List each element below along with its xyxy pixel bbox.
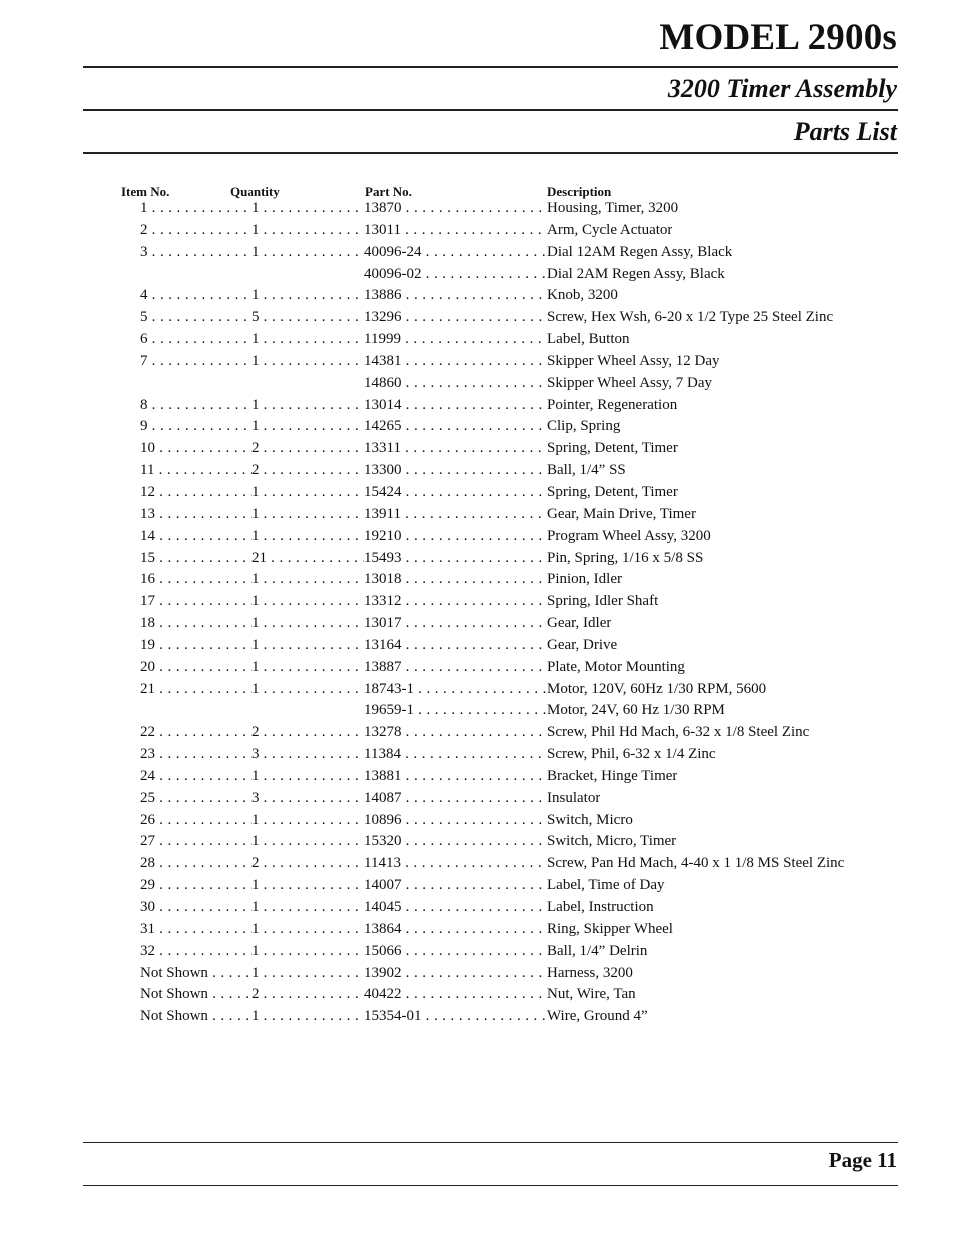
item-number-cell: 17 . . . (140, 591, 252, 613)
table-row (0, 569, 954, 591)
item-number-cell: 7 . . . (140, 351, 252, 373)
footer-divider (83, 1142, 898, 1143)
table-row (0, 766, 954, 788)
description-cell: Screw, Phil Hd Mach, 6-32 x 1/8 Steel Zinc (547, 724, 810, 741)
table-row (0, 264, 954, 286)
part-number-cell: 13018 . . . (364, 569, 547, 591)
quantity-cell: 1 . . . (252, 242, 364, 264)
item-number-cell: 22 . . . (140, 722, 252, 744)
quantity-cell: 1 . . . (252, 482, 364, 504)
table-row (0, 307, 954, 329)
table-row (0, 438, 954, 460)
table-row (0, 700, 954, 722)
part-number-cell: 11999 . . . (364, 329, 547, 351)
description-cell: Plate, Motor Mounting (547, 658, 685, 675)
item-number-cell: 26 . . . (140, 810, 252, 832)
item-number-cell: Not Shown . . . (140, 963, 252, 985)
table-row (0, 984, 954, 1006)
table-row (0, 416, 954, 438)
description-cell: Switch, Micro (547, 811, 633, 828)
quantity-cell: 1 . . . (252, 351, 364, 373)
table-row (0, 679, 954, 701)
item-number-cell: 5 . . . (140, 307, 252, 329)
quantity-cell: 1 . . . (252, 285, 364, 307)
description-cell: Program Wheel Assy, 3200 (547, 527, 711, 544)
table-row (0, 220, 954, 242)
quantity-cell: 1 . . . (252, 329, 364, 351)
description-cell: Pin, Spring, 1/16 x 5/8 SS (547, 549, 704, 566)
quantity-cell: 1 . . . (252, 416, 364, 438)
quantity-cell: 1 . . . (252, 657, 364, 679)
part-number-cell: 14007 . . . (364, 875, 547, 897)
part-number-cell: 15493 . . . (364, 548, 547, 570)
table-row (0, 198, 954, 220)
description-cell: Gear, Main Drive, Timer (547, 505, 696, 522)
part-number-cell: 13870 . . . (364, 198, 547, 220)
item-number-cell: 23 . . . (140, 744, 252, 766)
part-number-cell: 13902 . . . (364, 963, 547, 985)
part-number-cell: 13011 . . . (364, 220, 547, 242)
quantity-cell: 3 . . . (252, 788, 364, 810)
part-number-cell: 14860 . . . (364, 373, 547, 395)
part-number-cell: 13017 . . . (364, 613, 547, 635)
assembly-title: 3200 Timer Assembly (667, 74, 897, 103)
item-number-cell: 32 . . . (140, 941, 252, 963)
part-number-cell: 13911 . . . (364, 504, 547, 526)
header-divider (83, 66, 898, 68)
header-divider (83, 152, 898, 154)
table-row (0, 329, 954, 351)
description-cell: Label, Time of Day (547, 877, 665, 894)
description-cell: Skipper Wheel Assy, 12 Day (547, 352, 720, 369)
part-number-cell: 15066 . . . (364, 941, 547, 963)
quantity-cell: 1 . . . (252, 526, 364, 548)
item-number-cell: 18 . . . (140, 613, 252, 635)
item-number-cell: 10 . . . (140, 438, 252, 460)
table-row (0, 744, 954, 766)
part-number-cell: 13864 . . . (364, 919, 547, 941)
table-row (0, 963, 954, 985)
section-title: Parts List (793, 117, 897, 146)
item-number-cell: 13 . . . (140, 504, 252, 526)
table-row (0, 722, 954, 744)
part-number-cell: 14265 . . . (364, 416, 547, 438)
quantity-cell: 21 . . . (252, 548, 364, 570)
column-header-description: Description (547, 184, 612, 199)
description-cell: Spring, Detent, Timer (547, 483, 678, 500)
part-number-cell: 13164 . . . (364, 635, 547, 657)
quantity-cell: 1 . . . (252, 810, 364, 832)
item-number-cell: 19 . . . (140, 635, 252, 657)
page-title: MODEL 2900s (659, 17, 897, 58)
description-cell: Insulator (547, 789, 601, 806)
quantity-cell: 2 . . . (252, 984, 364, 1006)
description-cell: Screw, Hex Wsh, 6-20 x 1/2 Type 25 Steel Zinc (547, 309, 834, 326)
item-number-cell: 21 . . . (140, 679, 252, 701)
item-number-cell: 1 . . . (140, 198, 252, 220)
description-cell: Screw, Phil, 6-32 x 1/4 Zinc (547, 746, 716, 763)
table-row (0, 853, 954, 875)
part-number-cell: 19659-1 . . . (364, 700, 547, 722)
part-number-cell: 18743-1 . . . (364, 679, 547, 701)
table-row (0, 373, 954, 395)
table-row (0, 242, 954, 264)
part-number-cell: 13887 . . . (364, 657, 547, 679)
description-cell: Ball, 1/4” SS (547, 462, 626, 479)
description-cell: Pointer, Regeneration (547, 396, 678, 413)
item-number-cell: Not Shown . . . (140, 1006, 252, 1028)
description-cell: Screw, Pan Hd Mach, 4-40 x 1 1/8 MS Steel Zinc (547, 855, 845, 872)
item-number-cell: 11 . . . (140, 460, 252, 482)
quantity-cell: 2 . . . (252, 460, 364, 482)
table-row (0, 897, 954, 919)
item-number-cell: 2 . . . (140, 220, 252, 242)
quantity-cell: 2 . . . (252, 853, 364, 875)
part-number-cell: 13881 . . . (364, 766, 547, 788)
quantity-cell: 2 . . . (252, 722, 364, 744)
quantity-cell: 1 . . . (252, 504, 364, 526)
description-cell: Label, Button (547, 331, 630, 348)
table-row (0, 548, 954, 570)
table-row (0, 635, 954, 657)
page-number: Page 11 (828, 1148, 897, 1172)
item-number-cell: 24 . . . (140, 766, 252, 788)
part-number-cell: 13886 . . . (364, 285, 547, 307)
item-number-cell: 8 . . . (140, 395, 252, 417)
item-number-cell: 15 . . . (140, 548, 252, 570)
column-header-quantity: Quantity (230, 184, 280, 199)
part-number-cell: 15424 . . . (364, 482, 547, 504)
quantity-cell: 1 . . . (252, 220, 364, 242)
item-number-cell: 12 . . . (140, 482, 252, 504)
item-number-cell: 28 . . . (140, 853, 252, 875)
quantity-cell: 1 . . . (252, 919, 364, 941)
description-cell: Nut, Wire, Tan (547, 986, 636, 1003)
table-row (0, 657, 954, 679)
item-number-cell: 31 . . . (140, 919, 252, 941)
quantity-cell: 3 . . . (252, 744, 364, 766)
table-row (0, 504, 954, 526)
description-cell: Dial 2AM Regen Assy, Black (547, 265, 725, 282)
description-cell: Label, Instruction (547, 899, 654, 915)
part-number-cell: 15354-01 . . . (364, 1006, 547, 1028)
table-row (0, 613, 954, 635)
quantity-cell: 1 . . . (252, 679, 364, 701)
description-cell: Dial 12AM Regen Assy, Black (547, 243, 733, 260)
table-row (0, 875, 954, 897)
description-cell: Wire, Ground 4” (547, 1008, 648, 1025)
part-number-cell: 19210 . . . (364, 526, 547, 548)
table-row (0, 460, 954, 482)
description-cell: Arm, Cycle Actuator (547, 221, 673, 238)
description-cell: Knob, 3200 (547, 287, 618, 304)
quantity-cell: 1 . . . (252, 875, 364, 897)
quantity-cell: 5 . . . (252, 307, 364, 329)
description-cell: Skipper Wheel Assy, 7 Day (547, 374, 712, 391)
table-row (0, 591, 954, 613)
description-cell: Motor, 24V, 60 Hz 1/30 RPM (547, 702, 725, 719)
description-cell: Pinion, Idler (547, 571, 622, 588)
description-cell: Ring, Skipper Wheel (547, 920, 673, 937)
part-number-cell: 13311 . . . (364, 438, 547, 460)
item-number-cell: 25 . . . (140, 788, 252, 810)
part-number-cell: 11384 . . . (364, 744, 547, 766)
table-row (0, 941, 954, 963)
part-number-cell: 13278 . . . (364, 722, 547, 744)
part-number-cell: 13312 . . . (364, 591, 547, 613)
item-number-cell: 4 . . . (140, 285, 252, 307)
item-number-cell: 29 . . . (140, 875, 252, 897)
part-number-cell: 14045 . . . (364, 897, 547, 919)
column-header-part: Part No. (365, 184, 412, 199)
item-number-cell: 27 . . . (140, 831, 252, 853)
header-divider (83, 109, 898, 111)
item-number-cell: 6 . . . (140, 329, 252, 351)
quantity-cell: 1 . . . (252, 941, 364, 963)
item-number-cell: 16 . . . (140, 569, 252, 591)
table-row (0, 810, 954, 832)
part-number-cell: 11413 . . . (364, 853, 547, 875)
parts-list (0, 198, 954, 1028)
part-number-cell: 15320 . . . (364, 831, 547, 853)
description-cell: Clip, Spring (547, 418, 621, 435)
description-cell: Switch, Micro, Timer (547, 833, 677, 850)
table-row (0, 285, 954, 307)
quantity-cell: 1 . . . (252, 635, 364, 657)
quantity-cell: 1 . . . (252, 963, 364, 985)
description-cell: Motor, 120V, 60Hz 1/30 RPM, 5600 (547, 680, 767, 697)
quantity-cell: 1 . . . (252, 569, 364, 591)
description-cell: Spring, Detent, Timer (547, 440, 678, 457)
part-number-cell: 40096-02 . . . (364, 264, 547, 286)
part-number-cell: 10896 . . . (364, 810, 547, 832)
part-number-cell: 14381 . . . (364, 351, 547, 373)
table-row (0, 482, 954, 504)
description-cell: Spring, Idler Shaft (547, 593, 659, 610)
table-row (0, 395, 954, 417)
part-number-cell: 40422 . . . (364, 984, 547, 1006)
quantity-cell: 1 . . . (252, 766, 364, 788)
quantity-cell: 1 . . . (252, 831, 364, 853)
description-cell: Ball, 1/4” Delrin (547, 942, 648, 959)
part-number-cell: 13296 . . . (364, 307, 547, 329)
item-number-cell: 3 . . . (140, 242, 252, 264)
table-row (0, 1006, 954, 1028)
description-cell: Housing, Timer, 3200 (547, 200, 679, 216)
table-row (0, 351, 954, 373)
part-number-cell: 13300 . . . (364, 460, 547, 482)
footer-divider (83, 1185, 898, 1186)
item-number-cell: 20 . . . (140, 657, 252, 679)
quantity-cell: 1 . . . (252, 395, 364, 417)
description-cell: Bracket, Hinge Timer (547, 767, 678, 784)
table-row (0, 526, 954, 548)
item-number-cell: Not Shown . . . (140, 984, 252, 1006)
quantity-cell: 2 . . . (252, 438, 364, 460)
part-number-cell: 40096-24 . . . (364, 242, 547, 264)
part-number-cell: 13014 . . . (364, 395, 547, 417)
item-number-cell: 14 . . . (140, 526, 252, 548)
table-row (0, 831, 954, 853)
quantity-cell: 1 . . . (252, 613, 364, 635)
description-cell: Gear, Drive (547, 636, 618, 653)
quantity-cell: 1 . . . (252, 198, 364, 220)
quantity-cell: 1 . . . (252, 591, 364, 613)
quantity-cell: 1 . . . (252, 897, 364, 919)
table-row (0, 788, 954, 810)
table-row (0, 919, 954, 941)
column-header-item: Item No. (121, 184, 170, 199)
part-number-cell: 14087 . . . (364, 788, 547, 810)
item-number-cell: 9 . . . (140, 416, 252, 438)
description-cell: Gear, Idler (547, 615, 612, 632)
description-cell: Harness, 3200 (547, 964, 633, 981)
quantity-cell: 1 . . . (252, 1006, 364, 1028)
item-number-cell: 30 . . . (140, 897, 252, 919)
